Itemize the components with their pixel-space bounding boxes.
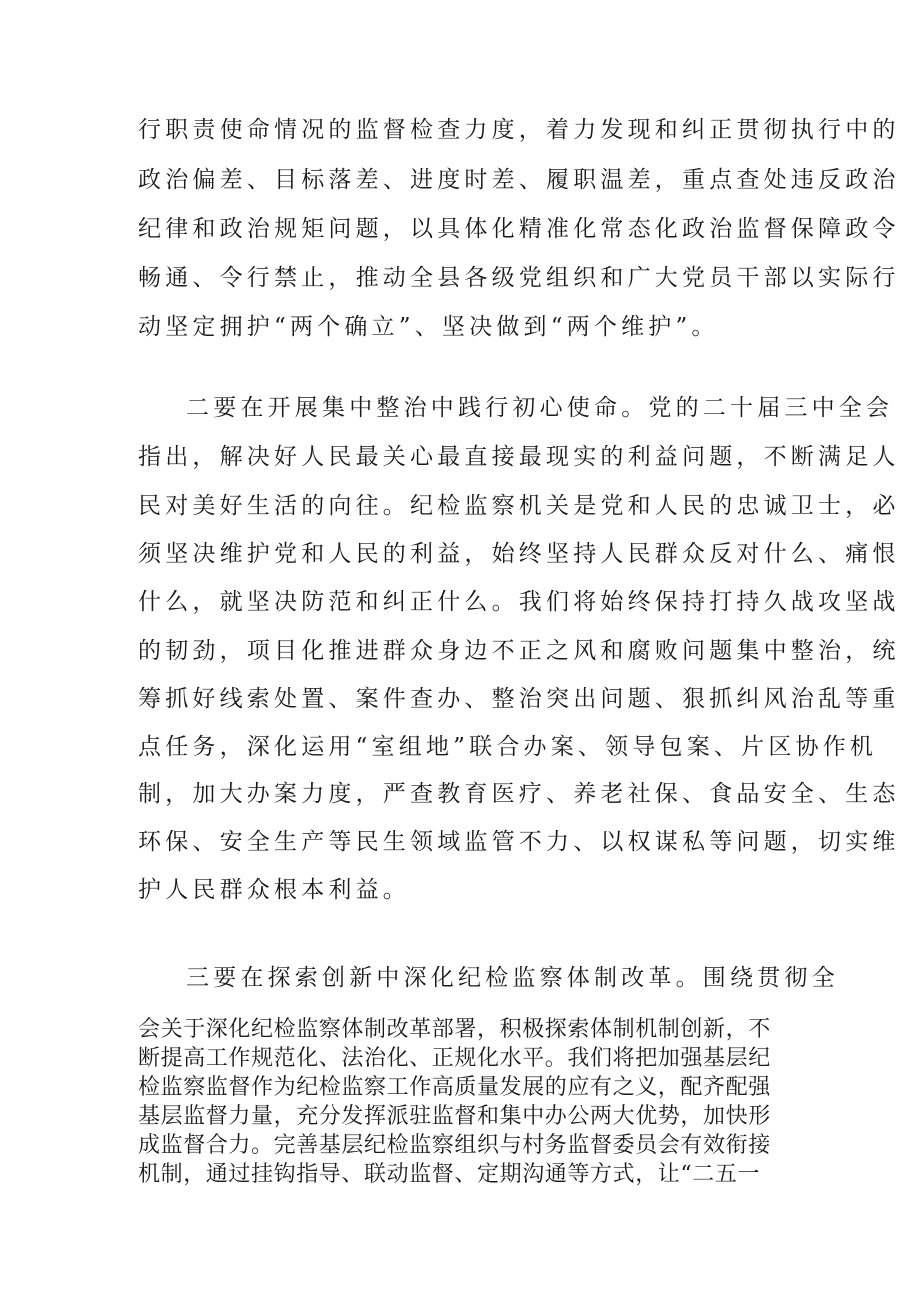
para3-line-2: 会关于深化纪检监察体制改革部署，积极探索体制机制创新，不	[138, 1017, 771, 1042]
para3-line-5: 基层监督力量，充分发挥派驻监督和集中办公两大优势，加快形	[138, 1104, 771, 1129]
para3-line-1: 三要在探索创新中深化纪检监察体制改革。围绕贯彻全	[186, 965, 839, 991]
para2-line-3: 民对美好生活的向往。纪检监察机关是党和人民的忠诚卫士，必	[138, 493, 900, 519]
para3-line-4: 检监察监督作为纪检监察工作高质量发展的应有之义，配齐配强	[138, 1075, 771, 1100]
para2-line-9: 制，加大办案力度，严查教育医疗、养老社保、食品安全、生态	[138, 781, 900, 807]
para2-line-8: 点任务，深化运用“室组地”联合办案、领导包案、片区协作机	[138, 734, 878, 760]
para2-line-7: 筹抓好线索处置、案件查办、整治突出问题、狠抓纠风治乱等重	[138, 686, 900, 712]
para2-line-6: 的韧劲，项目化推进群众身边不正之风和腐败问题集中整治，统	[138, 638, 900, 664]
para1-line-5: 动坚定拥护“两个确立”、坚决做到“两个维护”。	[138, 314, 719, 340]
para2-line-5: 什么，就坚决防范和纠正什么。我们将始终保持打持久战攻坚战	[138, 589, 900, 615]
para3-line-6: 成监督合力。完善基层纪检监察组织与村务监督委员会有效衔接	[138, 1133, 771, 1158]
para1-line-2: 政治偏差、目标落差、进度时差、履职温差，重点查处违反政治	[138, 167, 900, 193]
para2-line-4: 须坚决维护党和人民的利益，始终坚持人民群众反对什么、痛恨	[138, 541, 900, 567]
para3-line-7: 机制，通过挂钩指导、联动监督、定期沟通等方式，让“二五一	[138, 1162, 761, 1187]
para2-line-11: 护人民群众根本利益。	[138, 877, 410, 903]
para1-line-3: 纪律和政治规矩问题，以具体化精准化常态化政治监督保障政令	[138, 216, 900, 242]
para1-line-4: 畅通、令行禁止，推动全县各级党组织和广大党员干部以实际行	[138, 265, 900, 291]
para2-line-2: 指出，解决好人民最关心最直接最现实的利益问题，不断满足人	[138, 444, 900, 470]
para1-line-1: 行职责使命情况的监督检查力度，着力发现和纠正贯彻执行中的	[138, 117, 900, 143]
para2-line-1: 二要在开展集中整治中践行初心使命。党的二十届三中全会	[186, 395, 894, 421]
para2-line-10: 环保、安全生产等民生领域监管不力、以权谋私等问题，切实维	[138, 829, 900, 855]
para3-line-3: 断提高工作规范化、法治化、正规化水平。我们将把加强基层纪	[138, 1046, 771, 1071]
